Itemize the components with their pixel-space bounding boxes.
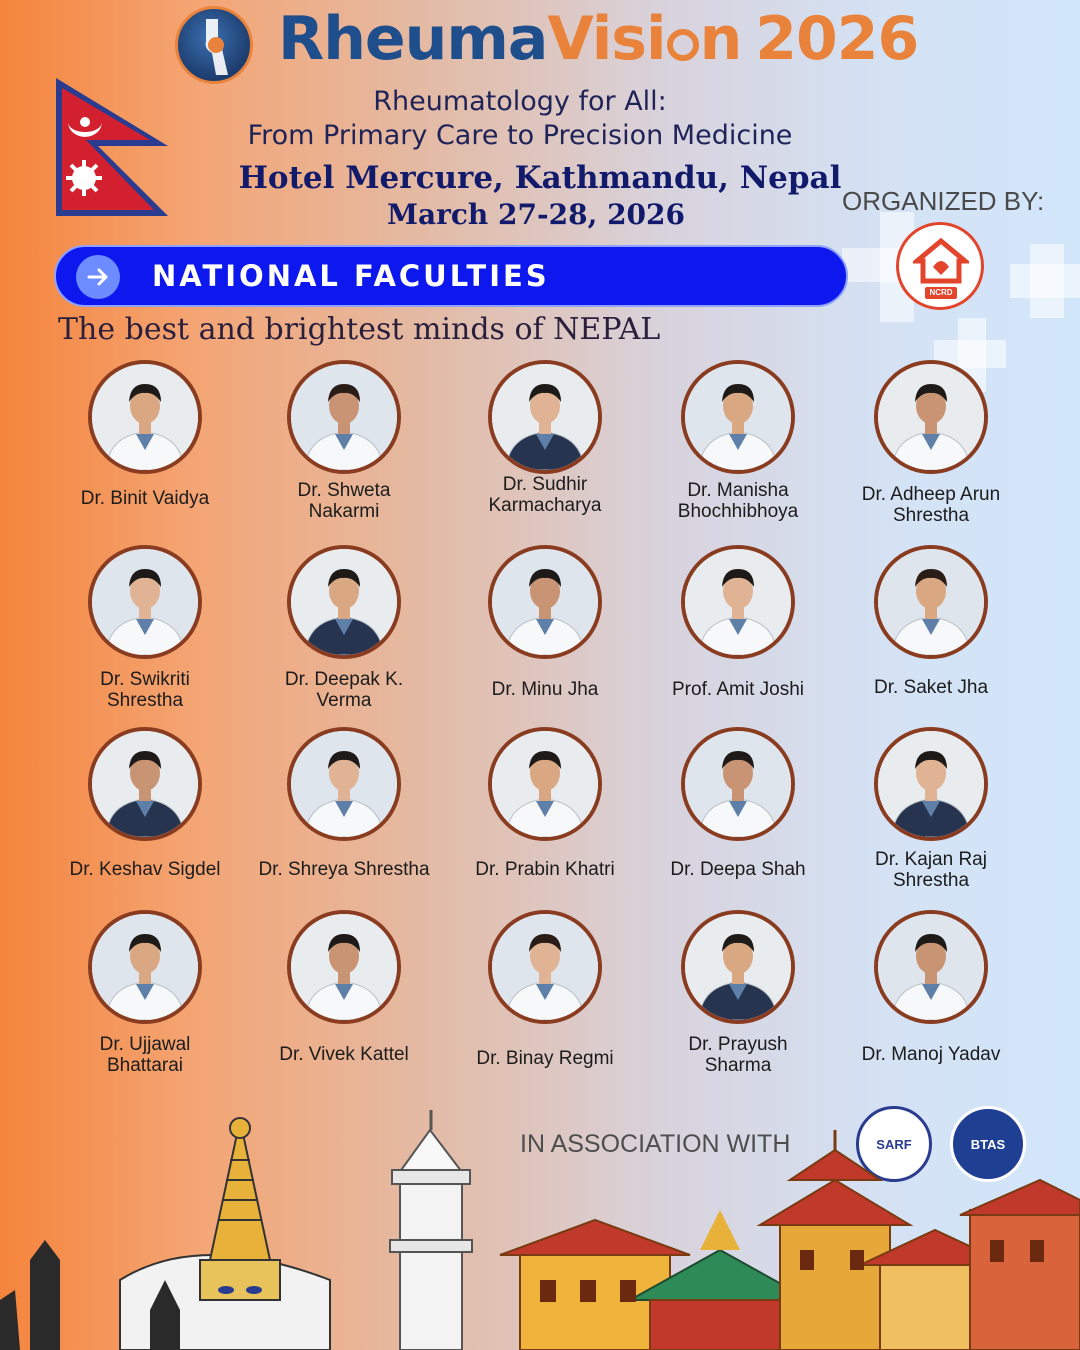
faculty-name: Dr. Shreya Shrestha: [258, 859, 430, 880]
portrait-icon: [492, 364, 598, 470]
portrait-icon: [291, 364, 397, 470]
portrait-icon: [291, 549, 397, 655]
portrait-icon: [92, 914, 198, 1020]
faculty-photo: [88, 545, 202, 659]
eye-o-icon: [667, 29, 699, 61]
btas-logo-text: BTAS: [970, 1137, 1006, 1152]
faculty-name: Dr. Manisha Bhochhibhoya: [677, 480, 799, 522]
portrait-icon: [92, 731, 198, 837]
faculty-name: Dr. Prabin Khatri: [475, 859, 615, 880]
portrait-icon: [92, 364, 198, 470]
decor-cross: [1010, 264, 1080, 298]
faculty-name: Dr. Vivek Kattel: [279, 1044, 409, 1065]
brand-word-rheuma: Rheuma: [278, 4, 548, 74]
faculty-photo: [287, 910, 401, 1024]
sarf-logo-text: SARF: [876, 1137, 912, 1152]
faculty-photo: [874, 910, 988, 1024]
faculty-name: Dr. Prayush Sharma: [688, 1034, 788, 1076]
venue-text: Hotel Mercure, Kathmandu, Nepal: [238, 160, 842, 196]
section-tagline: The best and brightest minds of NEPAL: [58, 312, 661, 347]
faculty-photo: [681, 910, 795, 1024]
faculty-name: Dr. Keshav Sigdel: [69, 859, 221, 880]
faculty-photo: [874, 545, 988, 659]
brand-word-vision-end: n: [699, 4, 742, 74]
portrait-icon: [878, 549, 984, 655]
portrait-icon: [92, 549, 198, 655]
knee-joint-logo-icon: [175, 6, 253, 84]
portrait-icon: [291, 731, 397, 837]
nepal-flag-icon: [54, 76, 172, 218]
organizer-logo: [896, 222, 984, 310]
faculty-name: Prof. Amit Joshi: [672, 679, 804, 700]
portrait-icon: [685, 364, 791, 470]
faculty-name: Dr. Manoj Yadav: [861, 1044, 1001, 1065]
faculty-name: Dr. Binay Regmi: [476, 1048, 614, 1069]
section-title: NATIONAL FACULTIES: [152, 259, 550, 293]
faculty-photo: [287, 360, 401, 474]
kathmandu-skyline-illustration: [0, 1110, 1080, 1350]
portrait-icon: [685, 731, 791, 837]
faculty-name: Dr. Adheep Arun Shrestha: [861, 484, 1001, 526]
arrow-right-icon: [76, 255, 120, 299]
faculty-photo: [88, 360, 202, 474]
faculty-photo: [874, 727, 988, 841]
faculty-name: Dr. Ujjawal Bhattarai: [99, 1034, 191, 1076]
portrait-icon: [291, 914, 397, 1020]
faculty-name: Dr. Shweta Nakarmi: [297, 480, 391, 522]
theme-line-1: Rheumatology for All:: [373, 86, 667, 117]
faculty-photo: [287, 727, 401, 841]
faculty-photo: [88, 910, 202, 1024]
faculty-name: Dr. Deepak K. Verma: [284, 669, 404, 711]
faculty-name: Dr. Sudhir Karmacharya: [488, 474, 602, 516]
faculty-name: Dr. Swikriti Shrestha: [100, 669, 190, 711]
portrait-icon: [492, 549, 598, 655]
faculty-name: Dr. Binit Vaidya: [80, 488, 210, 509]
faculty-photo: [488, 360, 602, 474]
faculty-photo: [287, 545, 401, 659]
brand-word-vision-start: Visi: [547, 4, 666, 74]
faculty-photo: [88, 727, 202, 841]
faculty-photo: [681, 727, 795, 841]
faculty-name: Dr. Kajan Raj Shrestha: [875, 849, 987, 891]
portrait-icon: [685, 549, 791, 655]
faculty-photo: [681, 360, 795, 474]
portrait-icon: [492, 914, 598, 1020]
event-brand-title: [278, 4, 918, 74]
organized-by-label: ORGANIZED BY:: [842, 186, 1045, 216]
organizer-tag: NCRD: [925, 287, 957, 299]
faculty-name: Dr. Deepa Shah: [670, 859, 806, 880]
house-icon: [913, 237, 969, 285]
association-label: IN ASSOCIATION WITH: [520, 1130, 791, 1158]
faculty-photo: [681, 545, 795, 659]
faculty-name: Dr. Saket Jha: [873, 677, 989, 698]
portrait-icon: [878, 914, 984, 1020]
brand-year: 2026: [755, 4, 919, 74]
faculty-name: Dr. Minu Jha: [491, 679, 599, 700]
portrait-icon: [685, 914, 791, 1020]
section-banner: [54, 245, 848, 307]
portrait-icon: [878, 731, 984, 837]
portrait-icon: [878, 364, 984, 470]
faculty-photo: [488, 727, 602, 841]
faculty-photo: [488, 545, 602, 659]
event-dates: March 27-28, 2026: [386, 198, 686, 231]
theme-line-2: From Primary Care to Precision Medicine: [247, 120, 793, 151]
portrait-icon: [492, 731, 598, 837]
faculty-photo: [488, 910, 602, 1024]
faculty-photo: [874, 360, 988, 474]
